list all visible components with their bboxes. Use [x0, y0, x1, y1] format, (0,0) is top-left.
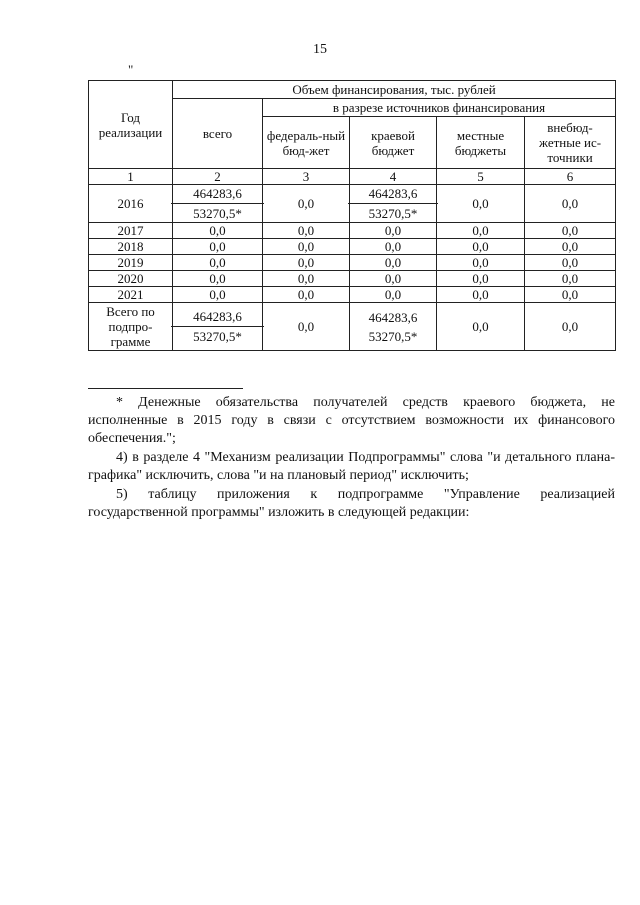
extra-cell: 0,0 [525, 287, 616, 303]
table-row [89, 287, 616, 303]
footnote-text: * Денежные обязательства получателей средств краевого бюджета, не исполненные в 2015 году в связи с отсутствием возможности их финансового обеспечения."; [88, 395, 615, 446]
year-cell: 2017 [89, 223, 173, 239]
local-cell: 0,0 [437, 287, 525, 303]
total-cell: 0,0 [173, 271, 263, 287]
table-row-total [89, 303, 616, 351]
regional-cell: 0,0 [350, 223, 437, 239]
federal-cell: 0,0 [263, 223, 350, 239]
regional-value-secondary: 53270,5* [368, 328, 418, 344]
regional-cell: 0,0 [350, 287, 437, 303]
total-cell: 0,0 [173, 239, 263, 255]
year-cell: 2021 [89, 287, 173, 303]
extra-cell: 0,0 [525, 223, 616, 239]
federal-cell: 0,0 [263, 255, 350, 271]
column-number: 3 [263, 169, 350, 185]
column-number: 4 [350, 169, 437, 185]
federal-cell: 0,0 [263, 271, 350, 287]
header-local: местные бюджеты [437, 117, 525, 169]
year-cell: 2016 [89, 185, 173, 223]
text-block [88, 394, 615, 523]
regional-cell [350, 185, 437, 223]
extra-cell: 0,0 [525, 303, 616, 351]
regional-cell: 0,0 [350, 239, 437, 255]
local-cell: 0,0 [437, 223, 525, 239]
total-label-cell: Всего по подпро-грамме [89, 303, 173, 351]
paragraph: 4) в разделе 4 "Механизм реализации Подпрограммы" слова "и детального плана-графика" исключить, слова "и на плановый период" исключить; [88, 450, 615, 483]
year-cell: 2018 [89, 239, 173, 255]
footnote-divider [88, 388, 243, 389]
page-number: 15 [313, 42, 327, 57]
local-cell: 0,0 [437, 239, 525, 255]
header-year: Год реализации [89, 81, 173, 169]
column-number: 6 [525, 169, 616, 185]
header-by-sources: в разрезе источников финансирования [263, 99, 616, 117]
opening-quote: " [128, 62, 134, 77]
column-number: 1 [89, 169, 173, 185]
table-row [89, 223, 616, 239]
federal-cell: 0,0 [263, 303, 350, 351]
year-cell: 2020 [89, 271, 173, 287]
table-row [89, 271, 616, 287]
federal-cell: 0,0 [263, 185, 350, 223]
regional-cell [350, 303, 437, 351]
regional-value: 464283,6 [368, 309, 418, 325]
header-row-1 [89, 81, 616, 99]
extra-cell: 0,0 [525, 255, 616, 271]
paragraph: 5) таблицу приложения к подпрограмме "Управление реализацией государственной программы" изложить в следующей редакции: [88, 487, 615, 520]
header-federal: федераль-ный бюд-жет [263, 117, 350, 169]
total-value: 464283,6 [171, 185, 264, 204]
regional-cell: 0,0 [350, 255, 437, 271]
federal-cell: 0,0 [263, 287, 350, 303]
total-cell [173, 303, 263, 351]
total-cell: 0,0 [173, 287, 263, 303]
total-cell: 0,0 [173, 255, 263, 271]
header-volume: Объем финансирования, тыс. рублей [173, 81, 616, 99]
local-cell: 0,0 [437, 185, 525, 223]
regional-value-secondary: 53270,5* [368, 206, 418, 221]
extra-cell: 0,0 [525, 185, 616, 223]
column-number: 5 [437, 169, 525, 185]
header-regional: краевой бюджет [350, 117, 437, 169]
total-cell: 0,0 [173, 223, 263, 239]
year-cell: 2019 [89, 255, 173, 271]
federal-cell: 0,0 [263, 239, 350, 255]
column-number-row [89, 169, 616, 185]
local-cell: 0,0 [437, 303, 525, 351]
column-number: 2 [173, 169, 263, 185]
local-cell: 0,0 [437, 271, 525, 287]
local-cell: 0,0 [437, 255, 525, 271]
total-value-secondary: 53270,5* [193, 206, 242, 221]
table-row [89, 239, 616, 255]
regional-value: 464283,6 [348, 185, 438, 204]
financing-table [88, 80, 616, 351]
table-row [89, 255, 616, 271]
total-value: 464283,6 [171, 308, 264, 327]
table-row-2016 [89, 185, 616, 223]
regional-cell: 0,0 [350, 271, 437, 287]
header-total: всего [173, 99, 263, 169]
extra-cell: 0,0 [525, 239, 616, 255]
extra-cell: 0,0 [525, 271, 616, 287]
header-extra: внебюд-жетные ис-точники [525, 117, 616, 169]
total-value-secondary: 53270,5* [193, 329, 242, 344]
total-cell [173, 185, 263, 223]
